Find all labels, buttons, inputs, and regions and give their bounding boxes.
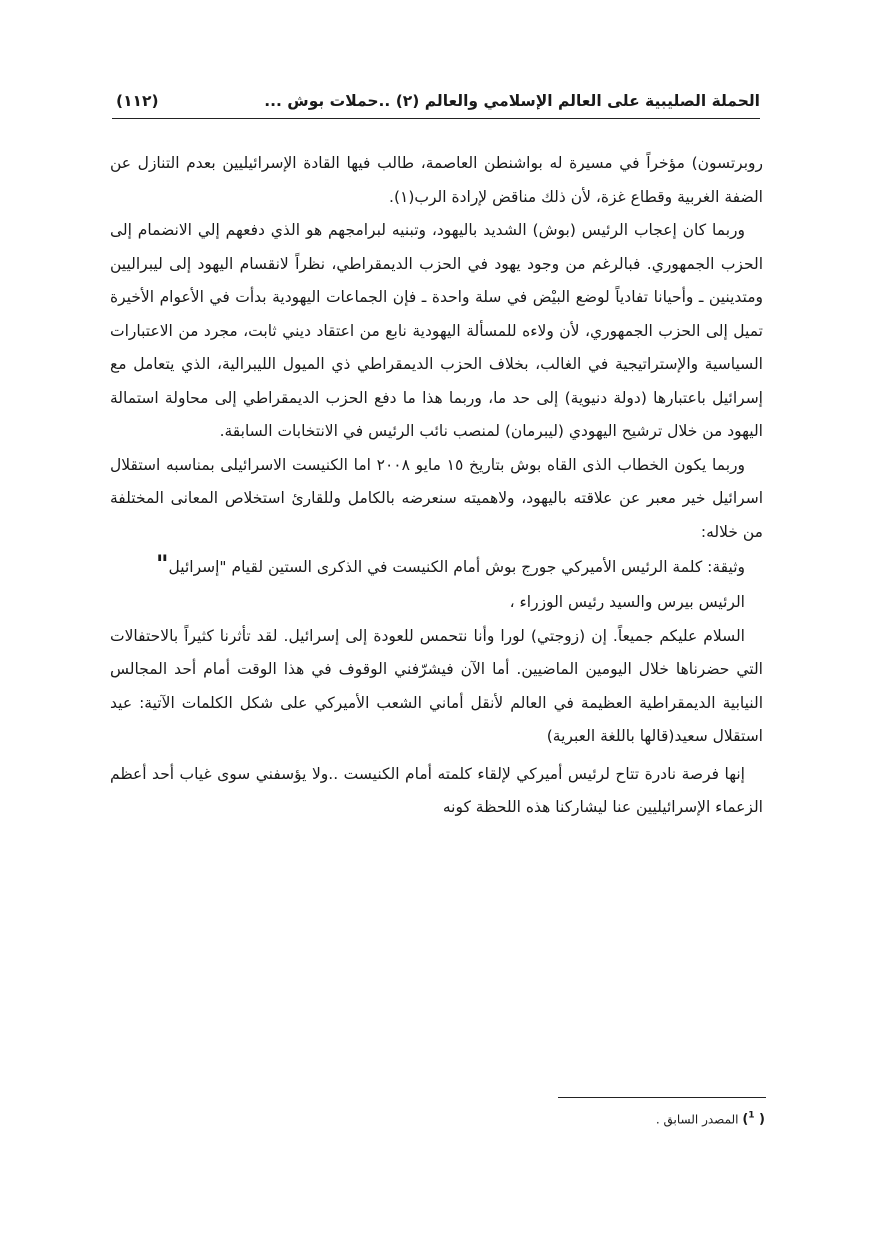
document-heading-text: وثيقة: كلمة الرئيس الأميركي جورج بوش أمام الكنيست في الذكرى الستين لقيام "إسرائيل [168,558,745,576]
footnote-text: المصدر السابق . [655,1112,743,1127]
closing-quote-mark: " [156,550,169,578]
body-text [110,147,763,825]
paragraph-1: روبرتسون) مؤخراً في مسيرة له بواشنطن العاصمة، طالب فيها القادة الإسرائيليين بعدم التنازل عن الضفة الغربية وقطاع غزة، لأن ذلك مناقض لإرادة الرب(١). [110,154,763,206]
footnote [656,1106,765,1130]
page-header [112,88,760,119]
paragraph-3: وربما يكون الخطاب الذى القاه بوش بتاريخ ١٥ مايو ٢٠٠٨ اما الكنيست الاسرائيلى بمناسبه استقلال اسرائيل خير معبر عن علاقته باليهود، ولاهميته سنعرضه بالكامل وللقارئ استخلاص المعانى المختلفة من خلاله: [110,455,763,541]
salutation: الرئيس بيرس والسيد رئيس الوزراء ، [509,593,745,611]
paragraph-2: وربما كان إعجاب الرئيس (بوش) الشديد باليهود، وتبنيه لبرامجهم هو الذي دفعهم إلي الانضمام إلى الحزب الجمهوري. فبالرغم من وجود يهود في الحزب الديمقراطي، نظراً لانقسام اليهود إلى ليبراليين ومتدينين ـ وأحيانا تفادياً لوضع البيْض في سلة واحدة ـ فإن الجماعات اليهودية بدأت في الأعوام الأخيرة تميل إلى الحزب الجمهوري، لأن ولاءه للمسألة اليهودية نابع من اعتقاد ديني ثابت، مجرد من الاعتبارات السياسية والإستراتيجية في الغالب، بخلاف الحزب الديمقراطي ذي الميول الليبرالية، الذي يتعامل مع إسرائيل باعتبارها (دولة دنيوية) إلى حد ما، وربما هذا ما دفع الحزب الديمقراطي إلى محاولة استمالة اليهود من خلال ترشيح اليهودي (ليبرمان) لمنصب نائب الرئيس في الانتخابات السابقة. [110,221,763,440]
paragraph-greeting: السلام عليكم جميعاً. إن (زوجتي) لورا وأنا نتحمس للعودة إلى إسرائيل. لقد تأثرنا كثيراً بالاحتفالات التي حضرناها خلال اليومين الماضيين. أما الآن فيشرّفني الوقوف في هذا الوقت أمام أحد المجالس النيابية الديمقراطية العظيمة في العالم لأنقل أماني الشعب الأميركي على شكل الكلمات الآتية: عيد استقلال سعيد(قالها باللغة العبرية) [110,626,763,745]
footnote-number: 1 [748,1111,755,1121]
document-heading [110,549,763,586]
footnote-separator [558,1097,766,1098]
footnote-marker: ( $^1$) [742,1111,765,1128]
running-title: الحملة الصليبية على العالم الإسلامي والعالم (٢) ..حملات بوش ... [264,92,760,110]
page-number: (١١٢) [116,92,159,110]
paragraph-opportunity: إنها فرصة نادرة تتاح لرئيس أميركي لإلقاء كلمته أمام الكنيست ..ولا يؤسفني سوى غياب أحد أعظم الزعماء الإسرائيليين عنا ليشاركنا هذه اللحظة كونه [110,764,763,816]
